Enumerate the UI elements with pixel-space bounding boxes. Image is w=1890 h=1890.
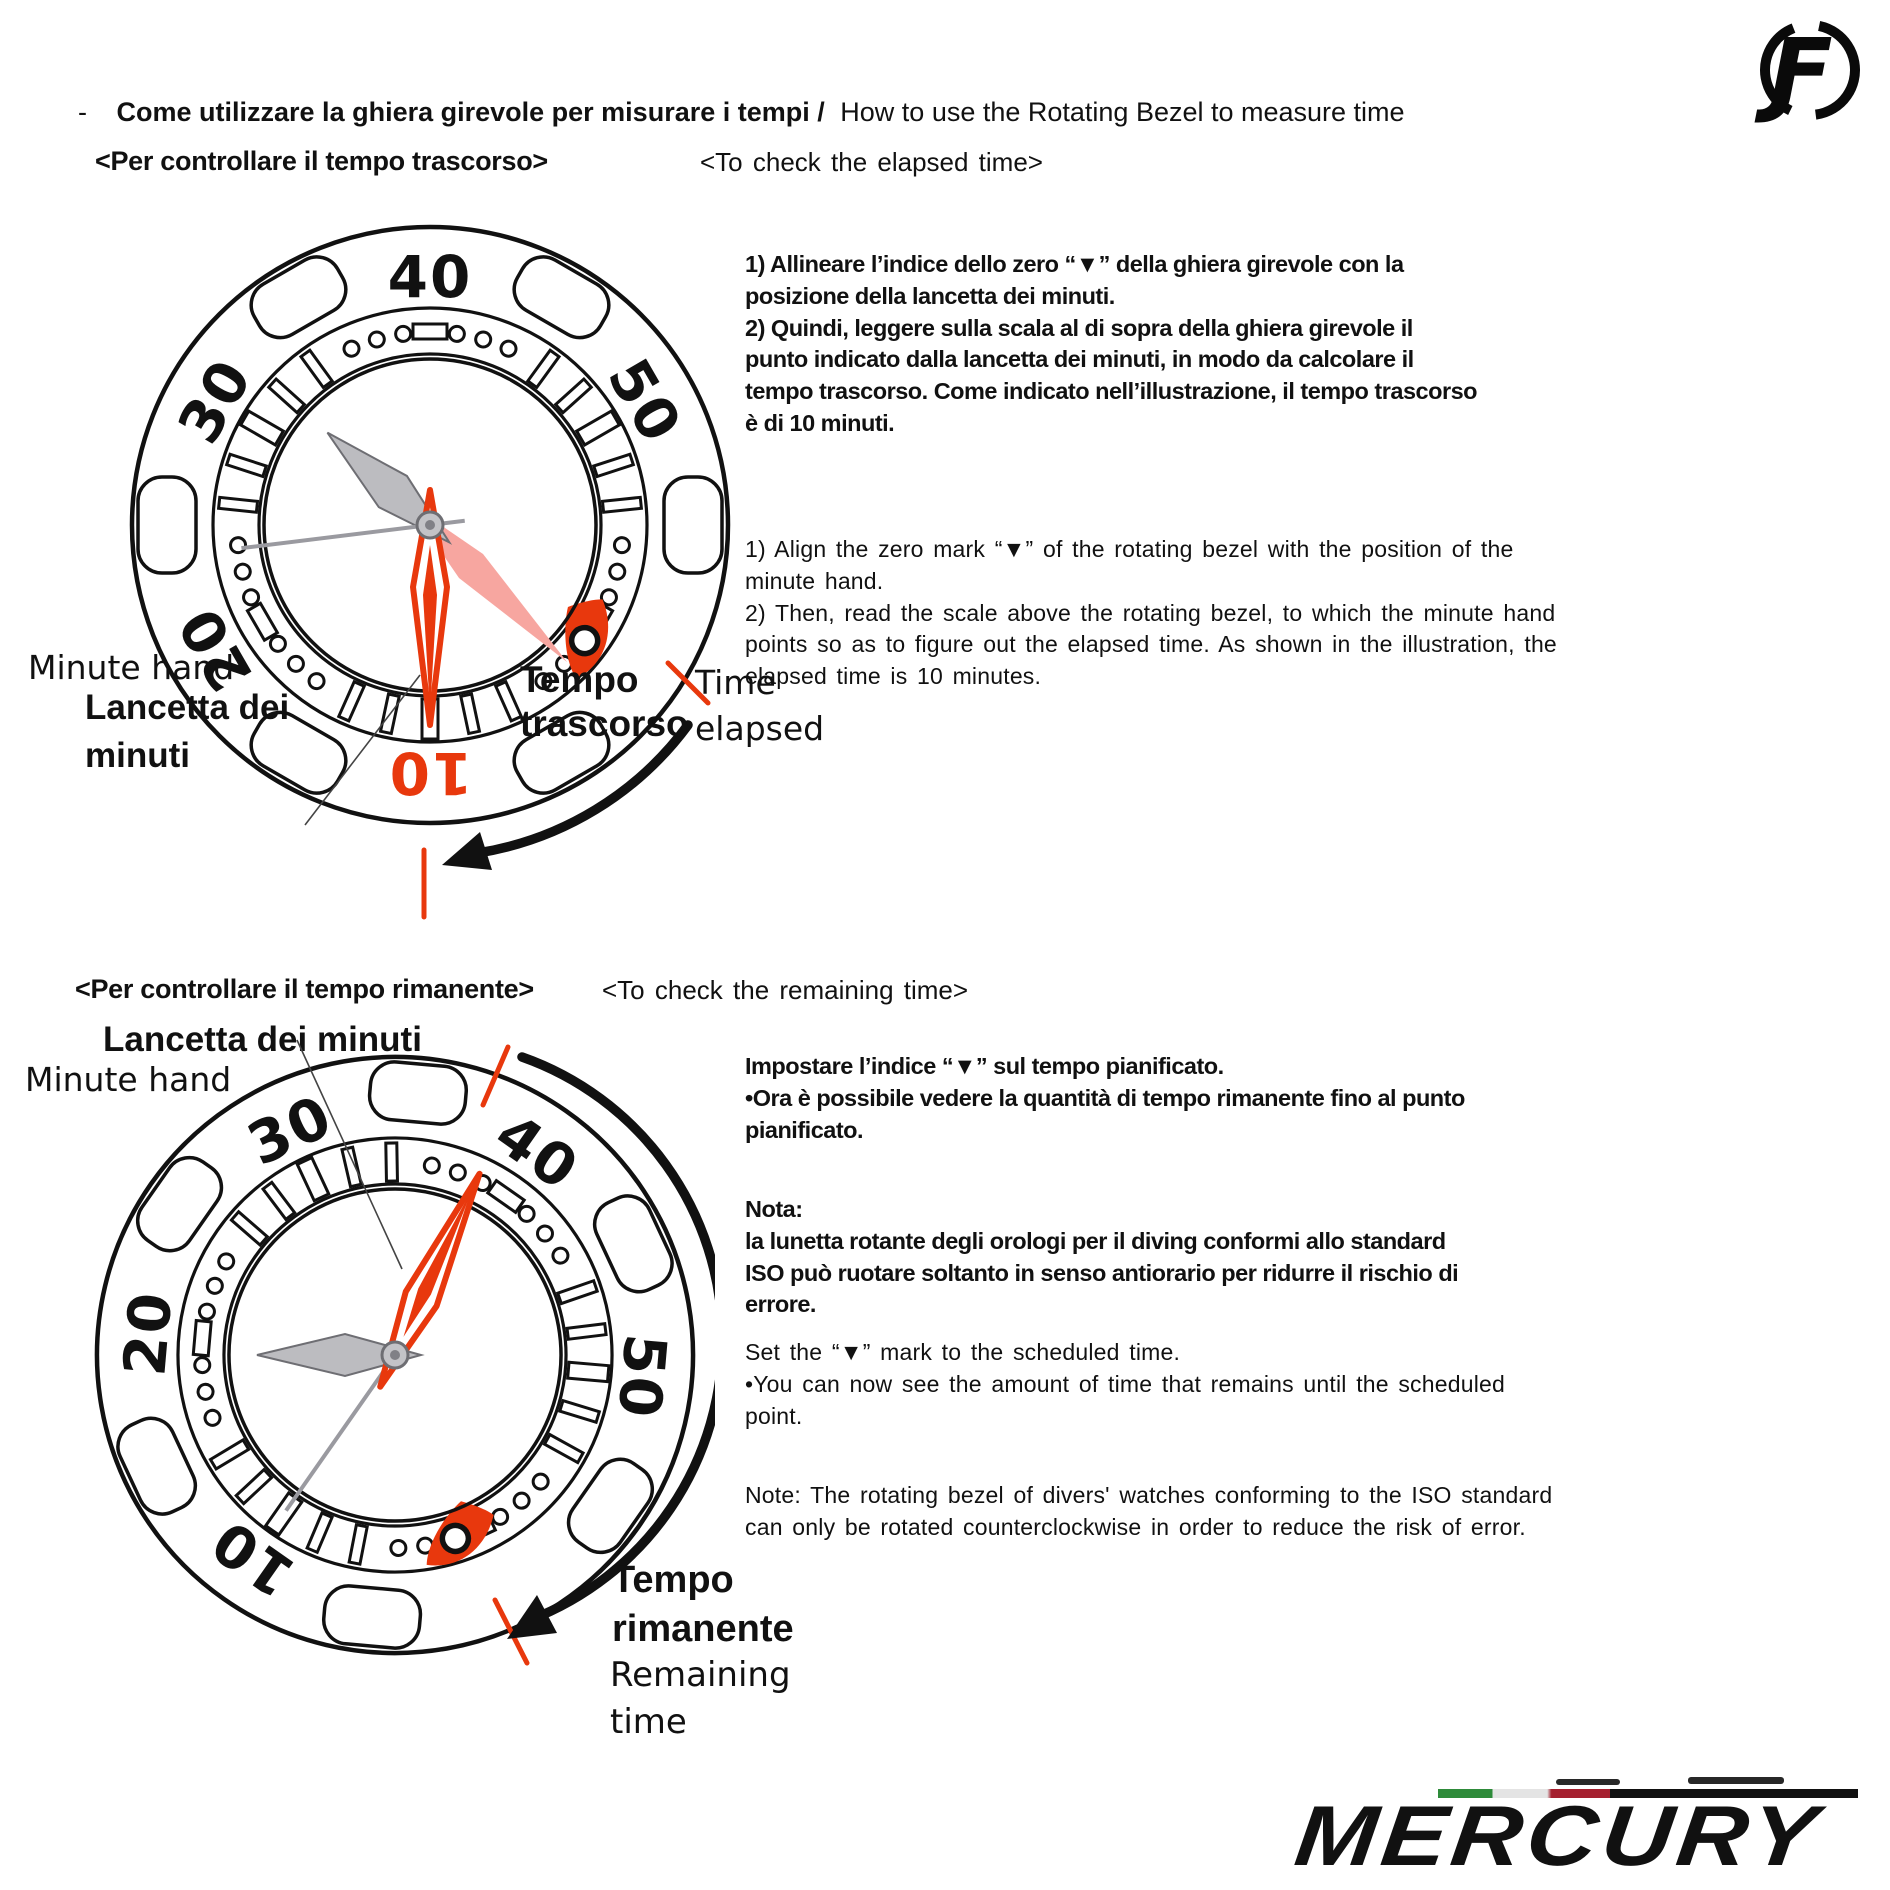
- elapsed-instructions-italian: 1) Allineare l’indice dello zero “▼” della ghiera girevole con la posizione della lancetta dei minuti. 2) Quindi, leggere sulla scala al di sopra della ghiera girevole il punto indicato dalla lancetta dei minuti, in modo da calcolare il tempo trascorso. Come indicato nell’illustrazione, il tempo trascorso è di 10 minuti.: [745, 251, 1478, 436]
- label-remaining-time: Remaining time: [610, 1655, 791, 1742]
- center-cap: [382, 1342, 408, 1368]
- section-elapsed-heading-english: <To check the elapsed time>: [700, 147, 1043, 177]
- elapsed-arrowhead-icon: [442, 832, 492, 870]
- label-tempo-trascorso: Tempo trascorso: [520, 659, 689, 744]
- mercury-logo: MERCURY: [1290, 1789, 1827, 1884]
- page-title-italian: Come utilizzare la ghiera girevole per misurare i tempi /: [116, 97, 825, 127]
- monogram-letter: Ƒ: [1768, 19, 1831, 126]
- stripe-mark: [1556, 1779, 1620, 1785]
- remaining-note-english: Note: The rotating bezel of divers' watches conforming to the ISO standard can only be rotated counterclockwise in order to reduce the risk of error.: [745, 1482, 1553, 1540]
- center-cap: [417, 512, 443, 538]
- label-minute-hand-it-2: Lancetta dei minuti: [103, 1020, 422, 1059]
- remaining-note-italian: Nota: la lunetta rotante degli orologi per il diving conformi allo standard ISO può ruotare soltanto in senso antiorario per ridurre il rischio di errore.: [745, 1196, 1459, 1318]
- label-minute-hand-it-1: Lancetta dei minuti: [85, 688, 290, 775]
- label-minute-hand-en-2: Minute hand: [25, 1060, 232, 1099]
- label-tempo-rimanente: Tempo rimanente: [612, 1559, 794, 1650]
- remaining-instructions-italian: Impostare l’indice “▼” sul tempo pianificato. •Ora è possibile vedere la quantità di tempo rimanente fino al punto pianificato.: [745, 1053, 1465, 1143]
- section-elapsed-heading-italian: <Per controllare il tempo trascorso>: [95, 146, 548, 176]
- section-remaining-heading-italian: <Per controllare il tempo rimanente>: [75, 974, 534, 1004]
- page-title: [78, 97, 1405, 128]
- section-remaining-heading-english: <To check the remaining time>: [602, 975, 969, 1005]
- watch-diagram-elapsed-time: [110, 205, 750, 940]
- page-title-english: How to use the Rotating Bezel to measure time: [840, 97, 1405, 127]
- label-time-elapsed: Time elapsed: [695, 663, 825, 748]
- stripe-mark: [1688, 1777, 1784, 1784]
- elapsed-instructions-english: 1) Align the zero mark “▼” of the rotating bezel with the position of the minute hand. 2) Then, read the scale above the rotating bezel, to which the minute hand points so as to figure out the elapsed time. As shown in the illustration, the elapsed time is 10 minutes.: [745, 536, 1557, 690]
- title-dash: -: [78, 97, 87, 127]
- remaining-instructions-english: Set the “▼” mark to the scheduled time. •You can now see the amount of time that remains until the scheduled point.: [745, 1339, 1506, 1429]
- brand-monogram-icon: [1742, 12, 1874, 132]
- label-minute-hand-en-1: Minute hand: [28, 648, 235, 687]
